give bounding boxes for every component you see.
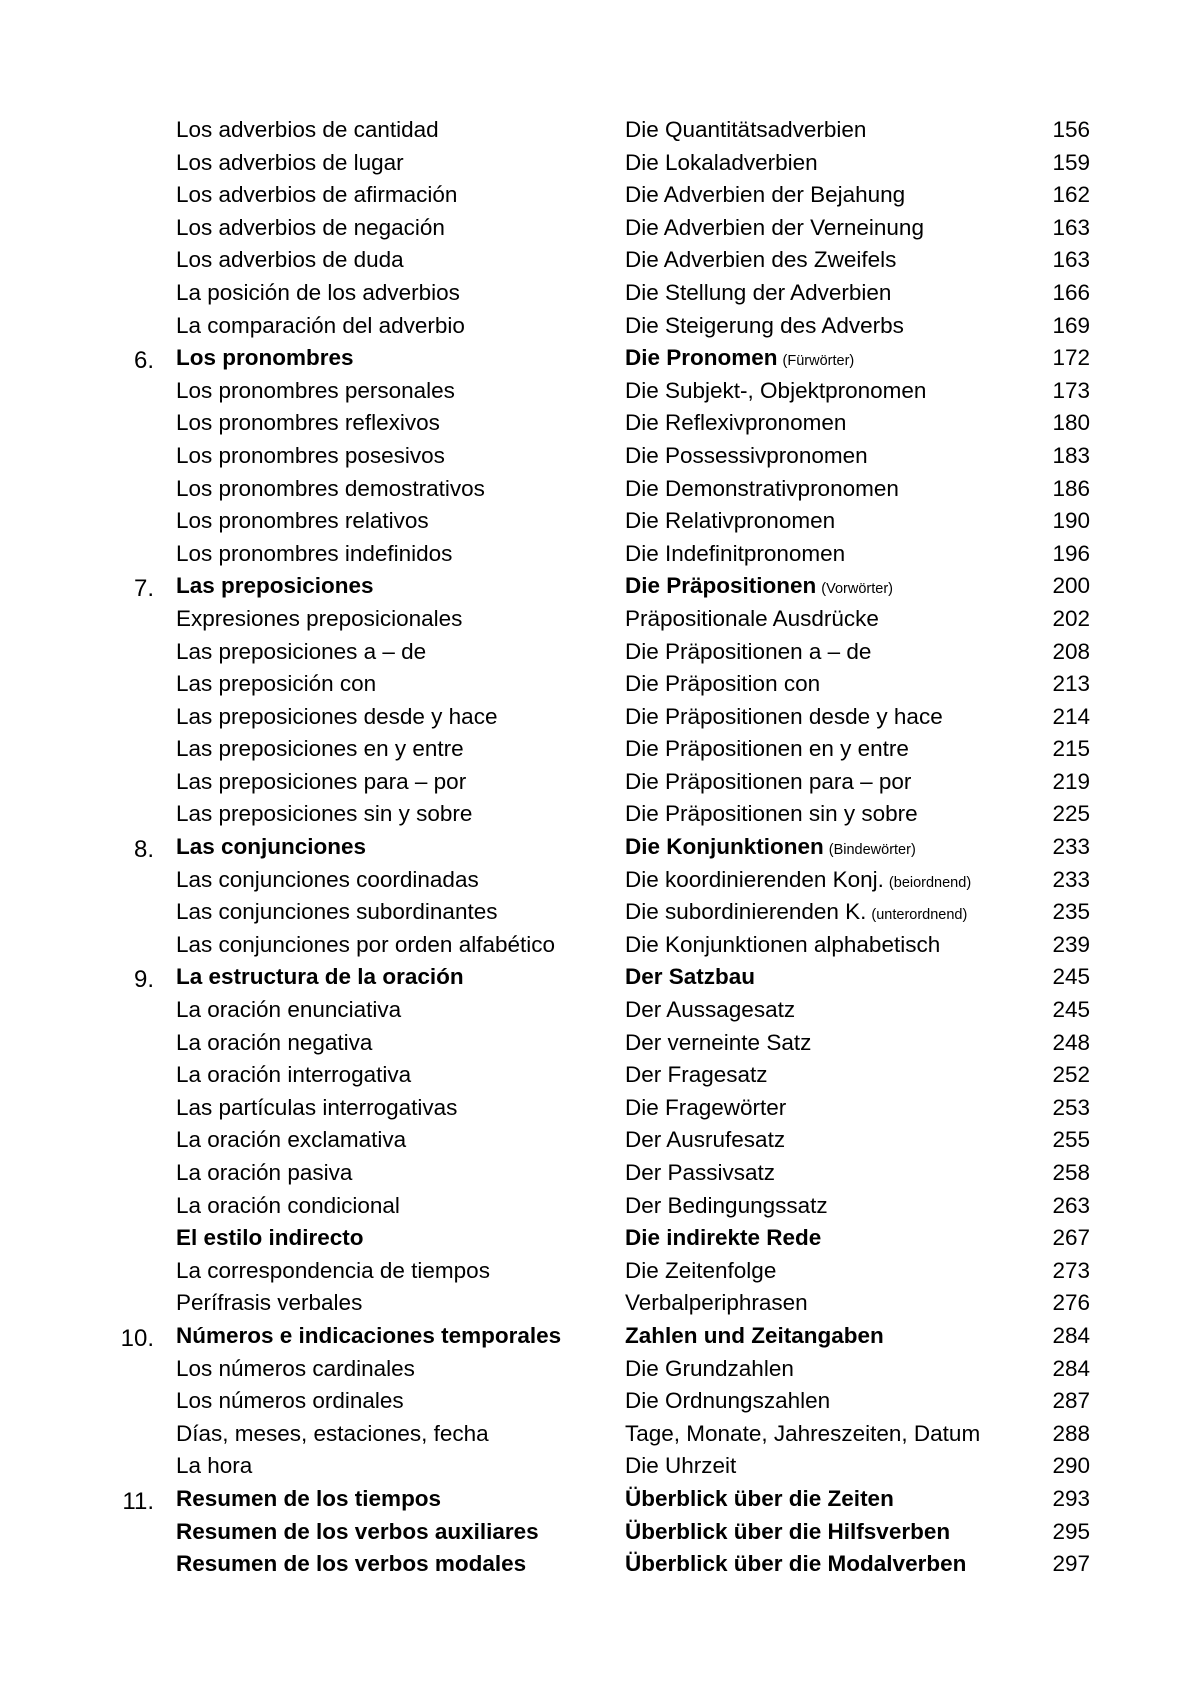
page-number: 255 <box>1052 1127 1090 1153</box>
chapter-number: 11. <box>122 1487 154 1515</box>
german-title-cell <box>625 1418 980 1451</box>
spanish-title: Las preposiciones sin y sobre <box>176 801 473 827</box>
spanish-title: Las preposiciones en y entre <box>176 736 464 762</box>
toc-row <box>0 636 1200 669</box>
toc-row <box>0 1059 1200 1092</box>
toc-row <box>0 766 1200 799</box>
german-title-cell <box>625 1385 830 1418</box>
german-title: Die Stellung der Adverbien <box>625 279 892 305</box>
toc-row <box>0 1124 1200 1157</box>
page-number: 258 <box>1052 1160 1090 1185</box>
toc-row <box>0 1027 1200 1060</box>
german-title-cell <box>625 1157 775 1190</box>
spanish-title: Las preposiciones <box>176 573 374 599</box>
german-title-cell <box>625 407 846 440</box>
page-number: 245 <box>1052 997 1090 1023</box>
page-number: 159 <box>1052 149 1090 175</box>
page-number: 190 <box>1052 508 1090 534</box>
page-number: 284 <box>1052 1355 1090 1381</box>
german-title: Der Satzbau <box>625 964 756 990</box>
german-title-cell <box>625 1222 821 1255</box>
german-title-cell <box>625 603 879 636</box>
german-title-cell <box>625 1450 736 1483</box>
german-title: Der Aussagesatz <box>625 997 796 1023</box>
german-title: Die Quantitätsadverbien <box>625 117 867 142</box>
spanish-title: Los pronombres personales <box>176 377 455 403</box>
page-number: 202 <box>1052 605 1090 631</box>
page-number: 267 <box>1052 1225 1090 1251</box>
spanish-title: Los adverbios de lugar <box>176 149 404 175</box>
chapter-number: 9. <box>133 966 154 994</box>
toc-row <box>0 864 1200 897</box>
toc-row <box>0 407 1200 440</box>
german-title: Die Indefinitpronomen <box>625 540 846 566</box>
toc-row <box>0 440 1200 473</box>
german-title-cell <box>625 570 893 606</box>
german-title-cell <box>625 1092 786 1125</box>
toc-chapter-row <box>0 570 1200 603</box>
german-title: Die indirekte Rede <box>625 1225 822 1251</box>
toc-row <box>0 505 1200 538</box>
german-title-cell <box>625 179 905 212</box>
toc-row <box>0 375 1200 408</box>
german-title: Die Präpositionen a – de <box>625 638 872 664</box>
german-title: Die Adverbien der Bejahung <box>625 182 906 208</box>
toc-row <box>0 1385 1200 1418</box>
german-title-cell <box>625 310 904 343</box>
german-title-cell <box>625 1516 950 1549</box>
german-title-cell <box>625 1320 884 1353</box>
german-title-note: (Bindewörter) <box>828 842 916 859</box>
german-title: Der Passivsatz <box>625 1160 776 1185</box>
page-number: 166 <box>1052 279 1090 305</box>
spanish-title: Resumen de los verbos auxiliares <box>176 1518 539 1544</box>
german-title: Die Ordnungszahlen <box>625 1388 831 1414</box>
page-number: 297 <box>1052 1551 1090 1577</box>
toc-chapter-row <box>0 961 1200 994</box>
spanish-title: Números e indicaciones temporales <box>176 1322 562 1348</box>
german-title-cell <box>625 766 911 799</box>
german-title: Die Reflexivpronomen <box>625 410 847 436</box>
german-title: Die Konjunktionen <box>625 834 824 860</box>
spanish-title: Los adverbios de cantidad <box>176 117 439 142</box>
toc-row <box>0 733 1200 766</box>
toc-row <box>0 603 1200 636</box>
spanish-title: Las conjunciones por orden alfabético <box>176 931 556 957</box>
page-number: 156 <box>1052 117 1090 142</box>
german-title-cell <box>625 636 871 669</box>
german-title-cell <box>625 1124 785 1157</box>
page-number: 163 <box>1052 247 1090 273</box>
chapter-number: 8. <box>133 836 154 864</box>
german-title: Der Fragesatz <box>625 1062 768 1088</box>
german-title-cell <box>625 1059 768 1092</box>
german-title-cell <box>625 864 971 900</box>
german-title-cell <box>625 505 835 538</box>
spanish-title: La correspondencia de tiempos <box>176 1257 490 1283</box>
spanish-title: Las preposiciones para – por <box>176 768 467 794</box>
page-number: 172 <box>1052 345 1090 371</box>
spanish-title: Resumen de los tiempos <box>176 1485 442 1511</box>
page-number: 233 <box>1052 866 1090 892</box>
german-title: Die Uhrzeit <box>625 1453 737 1479</box>
german-title-cell <box>625 1255 776 1288</box>
german-title: Die Präpositionen para – por <box>625 768 912 794</box>
toc-row <box>0 1516 1200 1549</box>
spanish-title: Expresiones preposicionales <box>176 605 463 631</box>
german-title-cell <box>625 1548 966 1581</box>
german-title: Die Fragewörter <box>625 1094 787 1120</box>
spanish-title: La comparación del adverbio <box>176 312 465 338</box>
page-number: 295 <box>1052 1518 1090 1544</box>
page-number: 252 <box>1052 1062 1090 1088</box>
page-number: 214 <box>1052 703 1090 729</box>
german-title: Die Subjekt-, Objektpronomen <box>625 377 927 403</box>
page-number: 248 <box>1052 1029 1090 1055</box>
toc-row <box>0 994 1200 1027</box>
toc-chapter-row <box>0 342 1200 375</box>
toc-row <box>0 310 1200 343</box>
german-title: Die Steigerung des Adverbs <box>625 312 904 338</box>
toc-row <box>0 701 1200 734</box>
spanish-title: Las preposiciones a – de <box>176 638 427 664</box>
page-number: 173 <box>1052 377 1090 403</box>
toc-row <box>0 277 1200 310</box>
spanish-title: Los adverbios de afirmación <box>176 182 458 208</box>
german-title-cell <box>625 896 967 932</box>
spanish-title: Los pronombres posesivos <box>176 442 445 468</box>
german-title: Die Adverbien der Verneinung <box>625 214 924 240</box>
spanish-title: Las conjunciones coordinadas <box>176 866 479 892</box>
toc-row <box>0 179 1200 212</box>
toc-row <box>0 1418 1200 1451</box>
page-number: 169 <box>1052 312 1090 338</box>
german-title-cell <box>625 342 854 378</box>
spanish-title: Los pronombres demostrativos <box>176 475 485 501</box>
toc-row <box>0 929 1200 962</box>
german-title: Die Präposition con <box>625 671 821 697</box>
toc-row <box>0 896 1200 929</box>
german-title: Tage, Monate, Jahreszeiten, Datum <box>625 1420 981 1446</box>
german-title: Die Zeitenfolge <box>625 1257 777 1283</box>
page-number: 253 <box>1052 1094 1090 1120</box>
german-title: Der Bedingungssatz <box>625 1192 828 1218</box>
german-title-cell <box>625 1483 894 1516</box>
page-number: 284 <box>1052 1322 1090 1348</box>
german-title-cell <box>625 798 918 831</box>
page-number: 288 <box>1052 1420 1090 1446</box>
german-title: Die Possessivpronomen <box>625 442 868 468</box>
german-title: Die Grundzahlen <box>625 1355 794 1381</box>
german-title-cell <box>625 473 899 506</box>
toc-row <box>0 1157 1200 1190</box>
german-title: Die Präpositionen <box>625 573 817 599</box>
chapter-number: 7. <box>133 575 154 603</box>
page-number: 162 <box>1052 182 1090 208</box>
page-number: 263 <box>1052 1192 1090 1218</box>
german-title-cell <box>625 668 820 701</box>
page-number: 196 <box>1052 540 1090 566</box>
german-title: Zahlen und Zeitangaben <box>625 1322 884 1348</box>
chapter-number: 10. <box>120 1324 154 1352</box>
german-title: Die Lokaladverbien <box>625 149 818 175</box>
german-title-cell <box>625 1353 794 1386</box>
german-title-cell <box>625 994 795 1027</box>
spanish-title: La oración enunciativa <box>176 997 402 1023</box>
german-title: Die Adverbien des Zweifels <box>625 247 897 273</box>
page-number: 235 <box>1052 899 1090 925</box>
page-number: 208 <box>1052 638 1090 664</box>
spanish-title: Los pronombres indefinidos <box>176 540 453 566</box>
german-title: Die koordinierenden Konj. <box>625 866 884 892</box>
spanish-title: Los pronombres <box>176 345 354 371</box>
spanish-title: Los adverbios de negación <box>176 214 445 240</box>
german-title-cell <box>625 212 924 245</box>
page-number: 287 <box>1052 1388 1090 1414</box>
spanish-title: La oración exclamativa <box>176 1127 407 1153</box>
german-title-note: (Fürwörter) <box>782 353 855 370</box>
german-title: Überblick über die Hilfsverben <box>625 1518 951 1544</box>
german-title: Die Relativpronomen <box>625 508 836 534</box>
toc-row <box>0 1222 1200 1255</box>
german-title: Die Präpositionen en y entre <box>625 736 909 762</box>
german-title-cell <box>625 701 943 734</box>
page-number: 219 <box>1052 768 1090 794</box>
german-title-cell <box>625 147 818 180</box>
page-number: 213 <box>1052 671 1090 697</box>
chapter-number: 6. <box>133 347 154 375</box>
german-title: Die Präpositionen desde y hace <box>625 703 943 729</box>
german-title: Die Demonstrativpronomen <box>625 475 899 501</box>
page-number: 276 <box>1052 1290 1090 1316</box>
spanish-title: Las conjunciones <box>176 834 367 860</box>
toc-row <box>0 1450 1200 1483</box>
german-title-cell <box>625 1190 828 1223</box>
toc-row <box>0 473 1200 506</box>
german-title-cell <box>625 375 926 408</box>
toc-chapter-row <box>0 1320 1200 1353</box>
spanish-title: Los números ordinales <box>176 1388 404 1414</box>
german-title-note: (Vorwörter) <box>821 581 894 598</box>
page-number: 183 <box>1052 442 1090 468</box>
german-title-cell <box>625 538 845 571</box>
page-number: 180 <box>1052 410 1090 436</box>
toc-row <box>0 798 1200 831</box>
german-title-cell <box>625 929 940 962</box>
toc-row <box>0 538 1200 571</box>
page-number: 186 <box>1052 475 1090 501</box>
german-title-cell <box>625 961 755 994</box>
page-number: 273 <box>1052 1257 1090 1283</box>
german-title-cell <box>625 277 891 310</box>
page-number: 233 <box>1052 834 1090 860</box>
german-title-cell <box>625 733 909 766</box>
toc-row <box>0 1548 1200 1581</box>
spanish-title: Las preposición con <box>176 671 377 697</box>
german-title-note: (unterordnend) <box>871 907 968 924</box>
german-title: Überblick über die Modalverben <box>625 1551 967 1577</box>
german-title: Die subordinierenden K. <box>625 899 867 925</box>
spanish-title: Los adverbios de duda <box>176 247 404 273</box>
german-title-cell <box>625 831 916 867</box>
page-number: 239 <box>1052 931 1090 957</box>
spanish-title: Los pronombres reflexivos <box>176 410 440 436</box>
spanish-title: La hora <box>176 1453 253 1479</box>
spanish-title: Días, meses, estaciones, fecha <box>176 1420 489 1446</box>
page-number: 163 <box>1052 214 1090 240</box>
german-title: Verbalperiphrasen <box>625 1290 808 1316</box>
german-title-cell <box>625 1287 808 1320</box>
spanish-title: Perífrasis verbales <box>176 1290 363 1316</box>
spanish-title: La oración condicional <box>176 1192 400 1218</box>
toc-row <box>0 244 1200 277</box>
toc-row <box>0 212 1200 245</box>
toc-chapter-row <box>0 1483 1200 1516</box>
german-title: Die Konjunktionen alphabetisch <box>625 931 941 957</box>
page-number: 225 <box>1052 801 1090 827</box>
german-title-cell <box>625 244 896 277</box>
toc-row <box>0 114 1200 147</box>
page-number: 215 <box>1052 736 1090 762</box>
spanish-title: Resumen de los verbos modales <box>176 1551 527 1577</box>
toc-row <box>0 1255 1200 1288</box>
page-number: 290 <box>1052 1453 1090 1479</box>
german-title: Überblick über die Zeiten <box>625 1485 894 1511</box>
spanish-title: La estructura de la oración <box>176 964 464 990</box>
toc-row <box>0 1287 1200 1320</box>
german-title-cell <box>625 114 866 147</box>
german-title: Der Ausrufesatz <box>625 1127 786 1153</box>
german-title: Präpositionale Ausdrücke <box>625 605 879 631</box>
toc-row <box>0 668 1200 701</box>
german-title-cell <box>625 1027 811 1060</box>
spanish-title: Los números cardinales <box>176 1355 415 1381</box>
page-number: 245 <box>1052 964 1090 990</box>
toc-row <box>0 1190 1200 1223</box>
table-of-contents <box>0 114 1200 1581</box>
spanish-title: La oración pasiva <box>176 1160 353 1185</box>
toc-row <box>0 1353 1200 1386</box>
spanish-title: El estilo indirecto <box>176 1225 364 1251</box>
page-number: 293 <box>1052 1485 1090 1511</box>
spanish-title: Las partículas interrogativas <box>176 1094 458 1120</box>
spanish-title: Las preposiciones desde y hace <box>176 703 498 729</box>
german-title: Die Präpositionen sin y sobre <box>625 801 918 827</box>
german-title-cell <box>625 440 868 473</box>
spanish-title: La oración negativa <box>176 1029 373 1055</box>
spanish-title: La oración interrogativa <box>176 1062 412 1088</box>
spanish-title: Los pronombres relativos <box>176 508 429 534</box>
german-title: Die Pronomen <box>625 345 778 371</box>
toc-row <box>0 1092 1200 1125</box>
page-number: 200 <box>1052 573 1090 599</box>
toc-row <box>0 147 1200 180</box>
toc-chapter-row <box>0 831 1200 864</box>
german-title: Der verneinte Satz <box>625 1029 812 1055</box>
spanish-title: La posición de los adverbios <box>176 279 460 305</box>
spanish-title: Las conjunciones subordinantes <box>176 899 498 925</box>
german-title-note: (beiordnend) <box>888 874 972 891</box>
